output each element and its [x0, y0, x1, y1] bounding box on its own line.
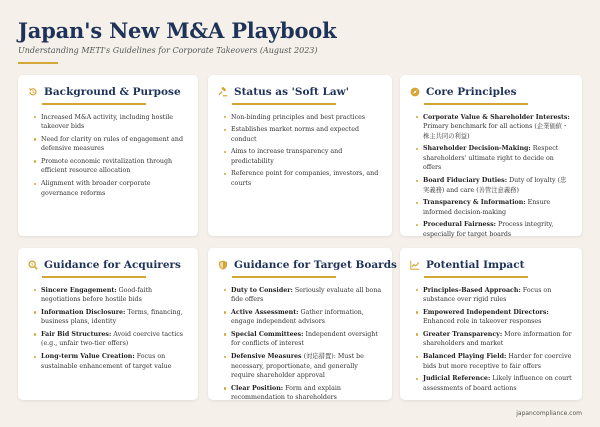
- card-guidance-acquirers: [18, 248, 198, 400]
- card-core-principles: [400, 75, 582, 239]
- item-label: Transparency & Information:: [423, 199, 526, 207]
- card-list-item: [416, 113, 572, 142]
- card-list-item: [34, 308, 188, 327]
- card-title: Potential Impact: [426, 259, 525, 271]
- card-item-list: [416, 286, 572, 394]
- card-list-item: [416, 220, 572, 239]
- item-text: Focus on sustainable enhancement of target value: [41, 353, 172, 370]
- item-text: Focus on substance over rigid rules: [423, 286, 552, 304]
- item-text: Alignment with broader corporate governance reforms: [41, 180, 151, 197]
- item-text: Need for clarity on rules of engagement and defensive measures: [41, 135, 183, 153]
- item-label: Long-term Value Creation:: [41, 353, 135, 361]
- search-dollar-icon: [28, 260, 38, 270]
- card-list-item: [416, 198, 572, 217]
- footer-source: japancompliance.com: [516, 410, 582, 417]
- card-list-item: [34, 135, 188, 154]
- card-item-list: [34, 286, 188, 372]
- item-text: Form and explain recommendation to shareholders: [231, 384, 341, 402]
- card-list-item: [416, 352, 572, 371]
- item-text: Reference point for companies, investors, and courts: [231, 170, 379, 188]
- card-item-list: [224, 286, 382, 404]
- item-label: Special Committees:: [231, 330, 304, 338]
- card-list-item: [34, 352, 188, 371]
- card-list-item: [224, 384, 382, 403]
- card-title-underline: [424, 103, 528, 105]
- card-list-item: [224, 308, 382, 327]
- item-text: Terms, financing, business plans, identity: [41, 308, 183, 326]
- item-label: Shareholder Decision-Making:: [423, 145, 531, 153]
- card-list-item: [416, 308, 572, 327]
- item-text: Process integrity, especially for target boards: [423, 221, 554, 239]
- item-text: Gather information, engage independent advisors: [231, 308, 364, 326]
- card-list-item: [416, 330, 572, 349]
- item-text: Seriously evaluate all bona fide offers: [231, 286, 382, 304]
- page-subtitle: Understanding METI's Guidelines for Corporate Takeovers (August 2023): [18, 46, 318, 55]
- card-list-item: [416, 176, 572, 195]
- card-list-item: [224, 330, 382, 349]
- item-label: Sincere Engagement:: [41, 286, 117, 294]
- card-list-item: [34, 179, 188, 198]
- item-text: Establishes market norms and expected conduct: [231, 126, 359, 143]
- item-label: Procedural Fairness:: [423, 221, 496, 229]
- item-text: Likely influence on court assessments of board actions: [423, 375, 572, 392]
- card-soft-law: [208, 75, 392, 236]
- card-list-item: [224, 147, 382, 166]
- item-text: Independent oversight for conflicts of interest: [231, 330, 378, 348]
- card-list-item: [34, 157, 188, 176]
- card-list-item: [224, 352, 382, 381]
- card-potential-impact: [400, 248, 582, 400]
- card-item-list: [224, 113, 382, 189]
- card-item-list: [416, 113, 572, 240]
- card-title-underline: [232, 276, 336, 278]
- shield-icon: [218, 260, 228, 270]
- card-title: Guidance for Acquirers: [44, 259, 181, 271]
- item-label: Duty to Consider:: [231, 286, 293, 294]
- card-list-item: [224, 113, 382, 123]
- card-title: Guidance for Target Boards: [234, 259, 397, 271]
- item-text: Duty of loyalty (忠実義務) and care (善管注意義務): [423, 177, 567, 194]
- item-text: Good-faith negotiations before hostile bids: [41, 286, 153, 304]
- item-text: Primary benchmark for all actions (企業価値・株主共同の利益): [423, 123, 569, 140]
- card-list-item: [224, 125, 382, 144]
- page-title: Japan's New M&A Playbook: [18, 18, 337, 43]
- item-label: Greater Transparency:: [423, 330, 503, 338]
- card-title: Core Principles: [426, 86, 517, 98]
- item-text: Enhanced role in takeover responses: [423, 318, 542, 326]
- item-label: Defensive Measures: [231, 353, 302, 361]
- item-label: Active Assessment:: [231, 308, 299, 316]
- compass-icon: [410, 87, 420, 97]
- card-list-item: [416, 144, 572, 173]
- svg-text:$: $: [30, 261, 34, 267]
- card-list-item: [34, 113, 188, 132]
- card-title: Status as 'Soft Law': [234, 86, 349, 98]
- item-text: (対応措置): Must be necessary, proportionate, and generally require shareholder approval: [231, 353, 364, 380]
- item-label: Information Disclosure:: [41, 308, 126, 316]
- item-text: Avoid coercive tactics (e.g., unfair two-tier offers): [41, 330, 183, 348]
- item-text: Respect shareholders' ultimate right to decide on offers: [423, 145, 559, 172]
- title-underline: [18, 62, 58, 64]
- item-label: Clear Position:: [231, 384, 284, 392]
- card-title-underline: [424, 276, 528, 278]
- item-text: Non-binding principles and best practices: [231, 113, 366, 121]
- card-list-item: [224, 169, 382, 188]
- item-label: Fair Bid Structures:: [41, 330, 112, 338]
- item-label: Judicial Reference:: [423, 375, 491, 383]
- item-text: More information for shareholders and market: [423, 330, 572, 348]
- card-list-item: [416, 286, 572, 305]
- item-text: Ensure informed decision-making: [423, 199, 551, 216]
- item-label: Board Fiduciary Duties:: [423, 177, 508, 185]
- card-list-item: [34, 330, 188, 349]
- item-text: Increased M&A activity, including hostile takeover bids: [41, 113, 173, 131]
- card-title-underline: [232, 103, 336, 105]
- card-list-item: [224, 286, 382, 305]
- card-list-item: [34, 286, 188, 305]
- item-text: Harder for coercive bids but more receptive to fair offers: [423, 353, 572, 370]
- item-label: Balanced Playing Field:: [423, 353, 507, 361]
- card-guidance-target-boards: [208, 248, 397, 402]
- card-title: Background & Purpose: [44, 86, 181, 98]
- card-list-item: [416, 374, 572, 393]
- item-label: Empowered Independent Directors:: [423, 308, 549, 316]
- item-label: Corporate Value & Shareholder Interests:: [423, 113, 570, 121]
- card-background-purpose: [18, 75, 198, 236]
- chart-line-icon: [410, 260, 420, 270]
- gavel-icon: [218, 87, 228, 97]
- card-item-list: [34, 113, 188, 199]
- card-title-underline: [42, 103, 146, 105]
- item-text: Aims to increase transparency and predictability: [231, 148, 343, 165]
- history-icon: [28, 87, 38, 97]
- item-label: Principles-Based Approach:: [423, 286, 521, 294]
- item-text: Promote economic revitalization through efficient resource allocation: [41, 157, 173, 175]
- card-title-underline: [42, 276, 146, 278]
